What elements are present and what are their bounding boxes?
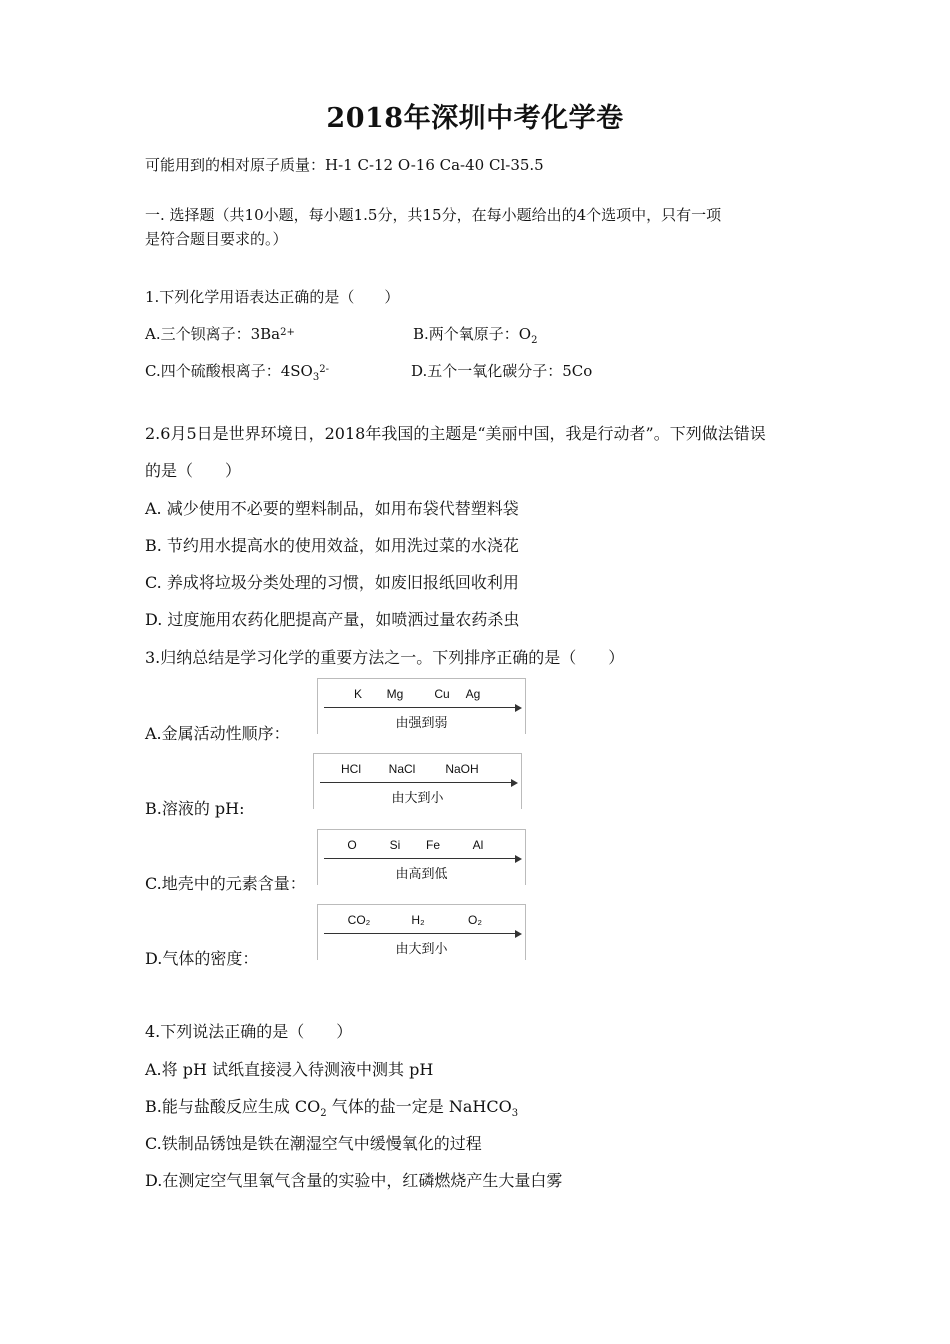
q1-option-b xyxy=(413,323,537,344)
sequence-item: CO₂ xyxy=(347,913,371,927)
q1-option-c-charge: 2- xyxy=(319,364,329,375)
q4-option-d: D.在测定空气里氧气含量的实验中，红磷燃烧产生大量白雾 xyxy=(145,1171,563,1190)
arrow-head-icon xyxy=(515,930,522,938)
sequence-item: Ag xyxy=(465,687,481,701)
sequence-item: O₂ xyxy=(468,913,482,927)
q3-option-b-sequence-diagram xyxy=(313,753,522,809)
sequence-caption: 由大到小 xyxy=(395,942,448,957)
q3-option-b-label: B.溶液的 pH: xyxy=(145,799,245,818)
q2-option-c: C. 养成将垃圾分类处理的习惯，如废旧报纸回收利用 xyxy=(145,573,519,592)
arrow-head-icon xyxy=(511,779,518,787)
q1-option-a xyxy=(145,323,295,344)
q2-stem-line2: 的是（ ） xyxy=(145,461,242,480)
q4-option-b-subscript-1: 2 xyxy=(320,1108,327,1119)
q3-option-c-label: C.地壳中的元素含量： xyxy=(145,874,306,893)
q1-option-c-label: C.四个硫酸根离子： xyxy=(145,362,281,380)
section-header-line2: 是符合题目要求的。） xyxy=(145,230,288,248)
sequence-arrow-line xyxy=(320,782,513,783)
sequence-item: K xyxy=(353,687,363,701)
sequence-item: NaOH xyxy=(445,762,479,776)
q1-option-a-formula: 3Ba xyxy=(250,325,281,343)
sequence-arrow-line xyxy=(324,707,517,708)
q3-option-c-sequence-diagram xyxy=(317,829,526,885)
q2-option-b: B. 节约用水提高水的使用效益，如用洗过菜的水浇花 xyxy=(145,536,519,555)
q2-stem-line1: 2.6月5日是世界环境日，2018年我国的主题是“美丽中国，我是行动者”。下列做法错误 xyxy=(145,424,766,443)
q3-option-d-label: D.气体的密度： xyxy=(145,949,259,968)
atomic-masses: 可能用到的相对原子质量：H-1 C-12 O-16 Ca-40 Cl-35.5 xyxy=(145,156,544,174)
sequence-caption: 由高到低 xyxy=(395,867,448,882)
arrow-head-icon xyxy=(515,704,522,712)
q1-stem: 1.下列化学用语表达正确的是（ ） xyxy=(145,288,400,306)
q4-option-c: C.铁制品锈蚀是铁在潮湿空气中缓慢氧化的过程 xyxy=(145,1134,482,1153)
q4-option-a: A.将 pH 试纸直接浸入待测液中测其 pH xyxy=(145,1060,434,1079)
sequence-caption: 由强到弱 xyxy=(395,716,448,731)
sequence-item: NaCl xyxy=(388,762,416,776)
q4-option-b-subscript-2: 3 xyxy=(511,1108,519,1119)
q2-option-a: A. 减少使用不必要的塑料制品，如用布袋代替塑料袋 xyxy=(145,499,519,518)
q3-option-a-sequence-diagram xyxy=(317,678,526,734)
q1-option-c-formula: 4SO xyxy=(280,362,313,380)
q1-option-d-formula: 5Co xyxy=(562,362,593,380)
sequence-item: O xyxy=(347,838,357,852)
q1-option-b-subscript: 2 xyxy=(531,335,538,346)
sequence-item: H₂ xyxy=(411,913,425,927)
q1-option-c-subscript: 3 xyxy=(312,372,320,383)
q1-option-d-label: D.五个一氧化碳分子： xyxy=(411,362,563,380)
q2-option-d: D. 过度施用农药化肥提高产量，如喷洒过量农药杀虫 xyxy=(145,610,520,629)
q1-option-d xyxy=(411,360,592,381)
sequence-caption: 由大到小 xyxy=(391,791,444,806)
q3-option-d-sequence-diagram xyxy=(317,904,526,960)
page-title: 2018年深圳中考化学卷 xyxy=(326,103,624,134)
section-header-line1: 一. 选择题（共10小题，每小题1.5分，共15分，在每小题给出的4个选项中，只有一项 xyxy=(145,206,722,224)
q3-stem: 3.归纳总结是学习化学的重要方法之一。下列排序正确的是（ ） xyxy=(145,648,625,667)
sequence-item: HCl xyxy=(341,762,361,776)
sequence-item: Si xyxy=(389,838,401,852)
sequence-item: Cu xyxy=(434,687,450,701)
q1-option-b-label: B.两个氧原子： xyxy=(413,325,519,343)
q1-option-a-label: A.三个钡离子： xyxy=(145,325,251,343)
q1-option-a-charge: 2+ xyxy=(280,327,295,338)
q4-option-b-text-middle: 气体的盐一定是 NaHCO xyxy=(326,1097,512,1116)
q3-option-a-label: A.金属活动性顺序： xyxy=(145,724,290,743)
q4-stem: 4.下列说法正确的是（ ） xyxy=(145,1022,353,1041)
q1-option-b-formula: O xyxy=(518,325,532,343)
q1-option-c xyxy=(145,360,329,381)
sequence-arrow-line xyxy=(324,858,517,859)
sequence-item: Mg xyxy=(386,687,404,701)
q4-option-b xyxy=(145,1094,518,1117)
arrow-head-icon xyxy=(515,855,522,863)
sequence-item: Fe xyxy=(425,838,441,852)
sequence-item: Al xyxy=(472,838,484,852)
q4-option-b-text-start: B.能与盐酸反应生成 CO xyxy=(145,1097,321,1116)
sequence-arrow-line xyxy=(324,933,517,934)
